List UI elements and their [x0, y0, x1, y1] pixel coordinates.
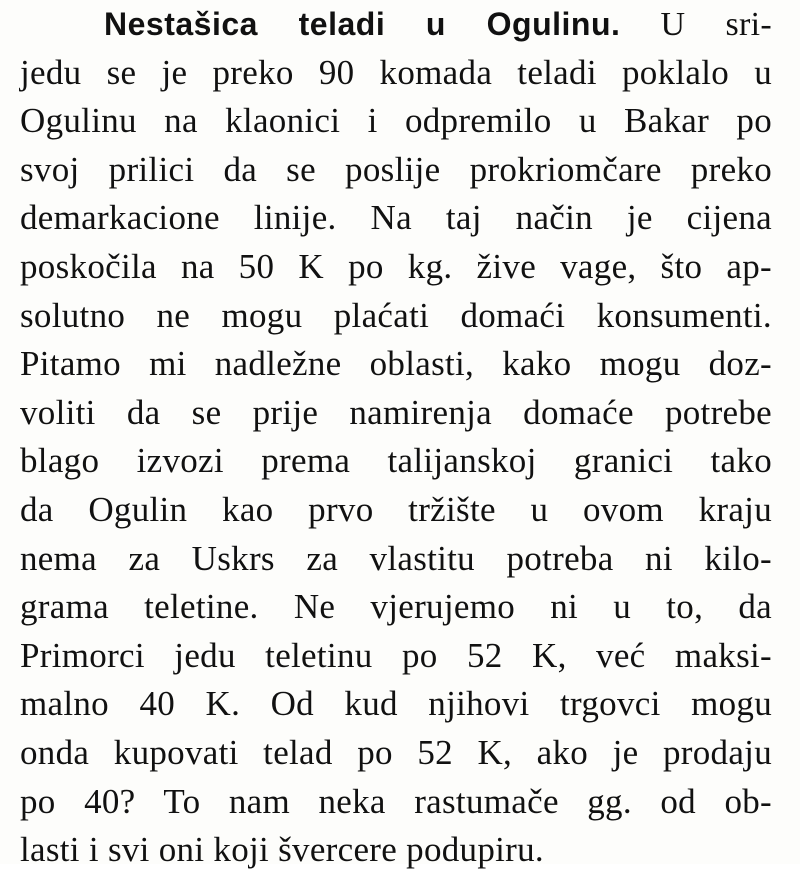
article-line-1: jedu se je preko 90 komada teladi poklalo u — [20, 52, 772, 92]
article-line-2: Ogulinu na klaonici i odpremilo u Bakar po — [20, 101, 772, 141]
article-line-11: nema za Uskrs za vlastitu potreba ni kilo- — [20, 538, 772, 578]
article-line-14: malno 40 K. Od kud njihovi trgovci mogu — [20, 684, 772, 724]
article-line-4: demarkacione linije. Na taj način je cijena — [20, 198, 772, 238]
article-headline: Nestašica teladi u Ogulinu. — [104, 6, 621, 42]
article-line-10: da Ogulin kao prvo tržište u ovom kraju — [20, 489, 772, 529]
article-body — [20, 0, 772, 875]
article-line-12: grama teletine. Ne vjerujemo ni u to, da — [20, 587, 772, 627]
article-first-line — [20, 0, 772, 49]
article-line-13: Primorci jedu teletinu po 52 K, već maksi- — [20, 635, 772, 675]
article-line-15: onda kupovati telad po 52 K, ako je prodaju — [20, 732, 772, 772]
article-line-5: poskočila na 50 K po kg. žive vage, što ap- — [20, 246, 772, 286]
article-line-16: po 40? To nam neka rastumače gg. od ob- — [20, 781, 772, 821]
article-line-3: svoj prilici da se poslije prokriomčare preko — [20, 149, 772, 189]
article-line-8: voliti da se prije namirenja domaće potrebe — [20, 392, 772, 432]
article-line-9: blago izvozi prema talijanskoj granici tako — [20, 441, 772, 481]
article-first-line-text: U sri- — [660, 6, 772, 43]
article-line-7: Pitamo mi nadležne oblasti, kako mogu doz- — [20, 344, 772, 384]
article-line-17: lasti i svi oni koji švercere podupiru. — [20, 830, 544, 870]
article-line-6: solutno ne mogu plaćati domaći konsumenti. — [20, 295, 772, 335]
